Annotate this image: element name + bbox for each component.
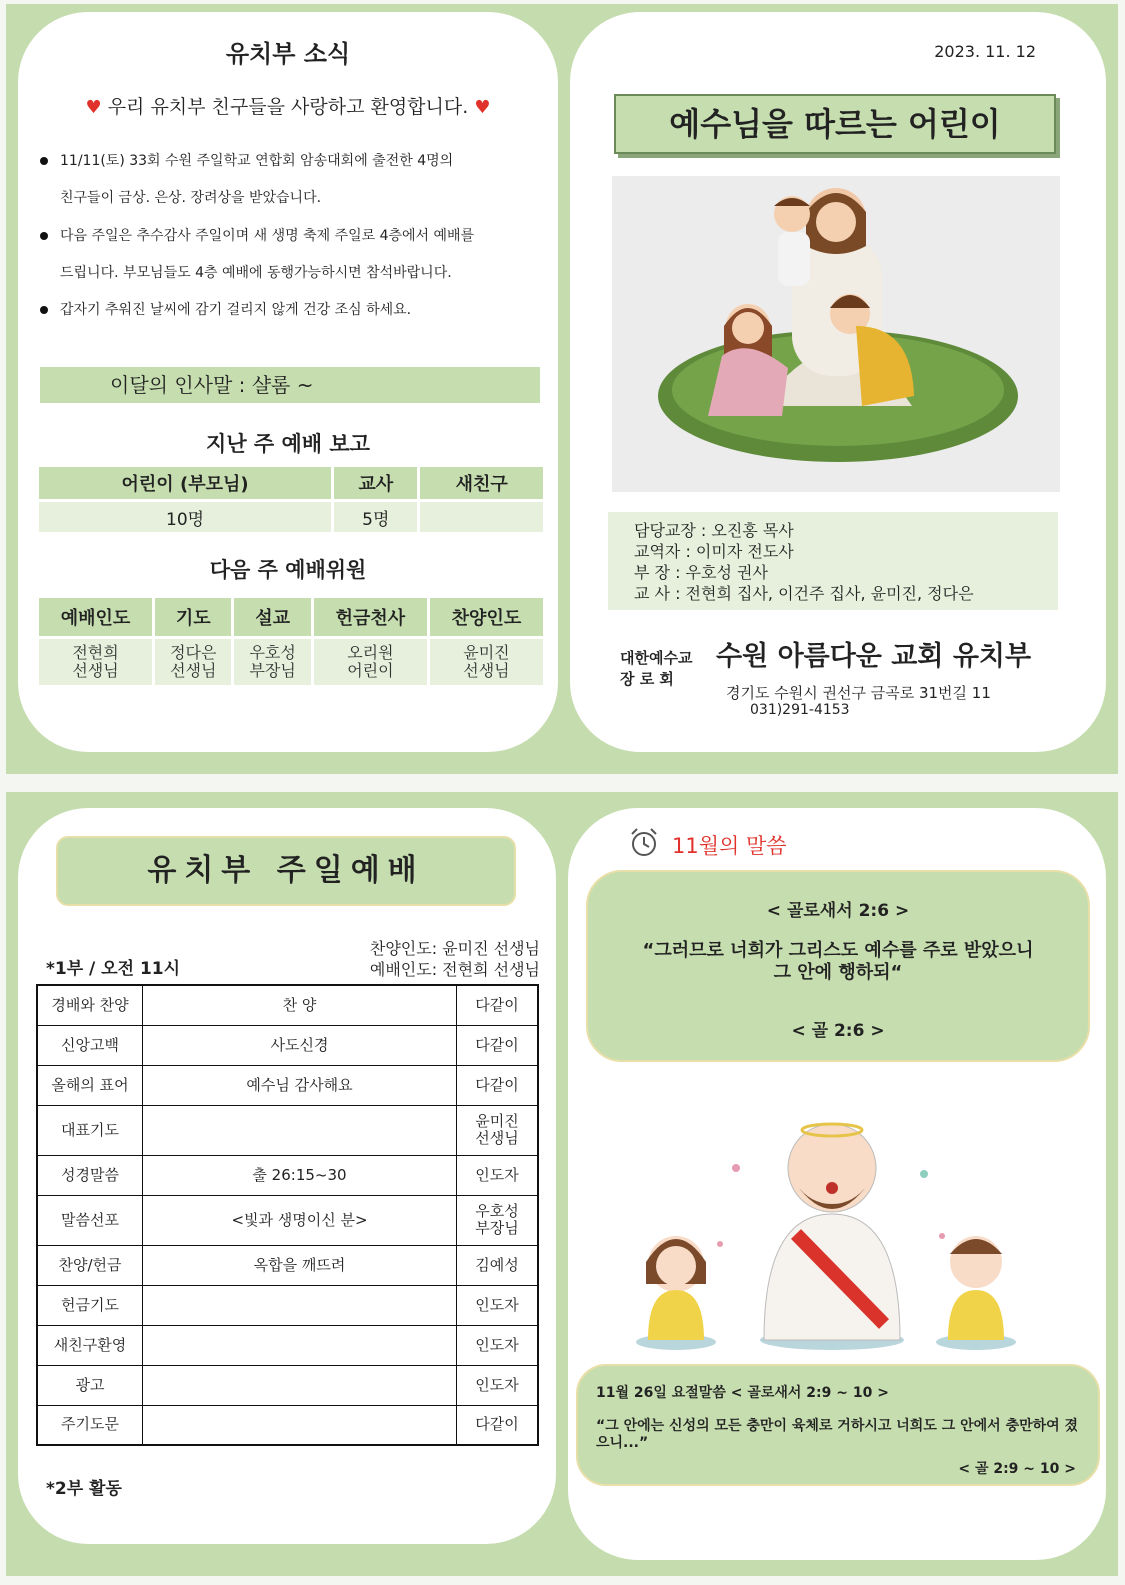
news-item-line: 드립니다. 부모님들도 4층 예배에 동행가능하시면 참석바랍니다. — [60, 265, 452, 281]
greeting-bar — [40, 367, 540, 403]
news-item-line: 다음 주일은 추수감사 주일이며 새 생명 축제 주일로 4층에서 예배를 — [60, 228, 475, 244]
order-by: 김예성 — [457, 1245, 539, 1285]
table-header: 찬양인도 — [430, 598, 543, 636]
order-by: 인도자 — [457, 1285, 539, 1325]
order-content: 출 26:15~30 — [143, 1155, 457, 1195]
table-row — [37, 1285, 538, 1325]
table-row — [37, 1325, 538, 1365]
order-item: 대표기도 — [37, 1105, 143, 1155]
table-cell — [155, 639, 231, 685]
cover-banner: 예수님을 따르는 어린이 — [614, 94, 1056, 154]
cell-name: 전현희 — [72, 643, 119, 662]
table-row — [37, 985, 538, 1025]
church-address: 경기도 수원시 권선구 금곡로 31번길 11 — [726, 684, 991, 702]
order-item: 올해의 표어 — [37, 1065, 143, 1105]
news-item — [40, 218, 530, 292]
table-header-row — [39, 467, 543, 499]
table-cell: 10명 — [39, 502, 331, 532]
order-by: 다같이 — [457, 985, 539, 1025]
memory-verse-ref: < 골 2:9 ~ 10 > — [958, 1461, 1076, 1477]
praying-jesus-children-illustration — [624, 1104, 1044, 1352]
church-name: 수원 아름다운 교회 유치부 — [716, 641, 1032, 672]
table-cell — [39, 639, 152, 685]
illustration-svg — [624, 1104, 1044, 1352]
greeting-text: 이달의 인사말 : 샬롬 ~ — [110, 373, 314, 397]
order-item: 광고 — [37, 1365, 143, 1405]
news-item-line: 11/11(토) 33회 수원 주일학교 연합회 암송대회에 출전한 4명의 — [60, 153, 454, 169]
part2-label: *2부 활동 — [46, 1479, 122, 1499]
news-item-line: 친구들이 금상. 은상. 장려상을 받았습니다. — [60, 190, 322, 206]
denomination-line: 대한예수교 — [620, 649, 693, 667]
table-header: 새친구 — [420, 467, 543, 499]
bulletin-bottom-sheet — [6, 792, 1118, 1576]
table-row — [37, 1105, 538, 1155]
order-content — [143, 1365, 457, 1405]
alarm-clock-icon — [628, 826, 660, 858]
church-phone: 031)291-4153 — [750, 702, 850, 718]
welcome-line — [18, 92, 558, 119]
bulletin-date: 2023. 11. 12 — [934, 42, 1036, 61]
order-content: 예수님 감사해요 — [143, 1065, 457, 1105]
table-header: 어린이 (부모님) — [39, 467, 331, 499]
bulletin-top-sheet — [6, 4, 1118, 774]
order-by: 인도자 — [457, 1365, 539, 1405]
denomination — [620, 648, 692, 690]
verse-line: 그 안에 행하되“ — [773, 962, 903, 983]
denomination-line: 장 로 회 — [620, 670, 674, 688]
cover-panel — [570, 12, 1106, 752]
table-header: 예배인도 — [39, 598, 152, 636]
memory-verse-box — [576, 1364, 1100, 1486]
table-cell — [234, 639, 310, 685]
verse-text — [588, 940, 1088, 984]
verse-box — [586, 870, 1090, 1062]
verse-line: “그러므로 너희가 그리스도 예수를 주로 받았으니 — [642, 940, 1034, 961]
news-panel — [18, 12, 558, 752]
staff-line: 담당교장 : 오진홍 목사 — [634, 521, 794, 540]
table-row — [37, 1065, 538, 1105]
worship-leaders — [370, 938, 540, 980]
news-item — [40, 143, 530, 217]
table-header: 기도 — [155, 598, 231, 636]
bullet-icon — [40, 306, 48, 314]
worship-leader: 예배인도: 전현희 선생님 — [369, 960, 540, 979]
table-header: 설교 — [234, 598, 310, 636]
order-by: 다같이 — [457, 1025, 539, 1065]
table-row — [39, 502, 543, 532]
order-item: 신앙고백 — [37, 1025, 143, 1065]
table-header: 헌금천사 — [314, 598, 427, 636]
cell-role: 선생님 — [72, 661, 119, 680]
heart-icon: ♥ — [85, 97, 102, 118]
staff-line: 교 사 : 전현희 집사, 이건주 집사, 윤미진, 정다은 — [634, 584, 974, 603]
table-row — [37, 1025, 538, 1065]
memory-verse-text: “그 안에는 신성의 모든 충만이 육체로 거하시고 너희도 그 안에서 충만하여 졌으니...” — [596, 1418, 1079, 1451]
news-title: 유치부 소식 — [225, 40, 351, 68]
last-week-table — [36, 464, 546, 535]
order-by: 우호성 부장님 — [457, 1195, 539, 1245]
news-item — [40, 292, 530, 329]
order-item: 말씀선포 — [37, 1195, 143, 1245]
order-by: 다같이 — [457, 1405, 539, 1445]
bullet-icon — [40, 232, 48, 240]
memory-verse-heading: 11월 26일 요절말씀 < 골로새서 2:9 ~ 10 > — [596, 1385, 889, 1401]
staff-line: 교역자 : 이미자 전도사 — [634, 542, 794, 561]
order-of-worship-table — [36, 984, 539, 1446]
last-week-title: 지난 주 예배 보고 — [206, 432, 370, 456]
cell-name: 윤미진 — [463, 643, 510, 662]
part1-label: *1부 / 오전 11시 — [46, 959, 181, 979]
word-panel — [568, 808, 1106, 1560]
table-row — [37, 1405, 538, 1445]
illustration-svg — [612, 176, 1060, 492]
cell-name: 정다은 — [170, 643, 217, 662]
cell-name: 우호성 — [249, 643, 296, 662]
order-item: 성경말씀 — [37, 1155, 143, 1195]
staff-list — [608, 512, 1058, 610]
order-item: 경배와 찬양 — [37, 985, 143, 1025]
next-week-title: 다음 주 예배위원 — [209, 558, 367, 582]
news-item-line: 갑자기 추워진 날씨에 감기 걸리지 않게 건강 조심 하세요. — [60, 302, 412, 318]
table-header-row — [39, 598, 543, 636]
cell-role: 어린이 — [347, 661, 394, 680]
verse-ref: < 골로새서 2:6 > — [766, 901, 910, 921]
welcome-text: 우리 유치부 친구들을 사랑하고 환영합니다. — [107, 96, 469, 118]
order-by: 인도자 — [457, 1155, 539, 1195]
table-cell — [420, 502, 543, 532]
hymn-leader: 찬양인도: 윤미진 선생님 — [369, 939, 540, 958]
table-cell: 5명 — [334, 502, 417, 532]
word-heading: 11월의 말씀 — [672, 834, 787, 858]
worship-title: 유치부 주일예배 — [56, 836, 516, 906]
jesus-with-children-illustration — [612, 176, 1060, 492]
order-content: 사도신경 — [143, 1025, 457, 1065]
order-by: 인도자 — [457, 1325, 539, 1365]
table-header: 교사 — [334, 467, 417, 499]
order-content — [143, 1405, 457, 1445]
cell-name: 오리원 — [347, 643, 394, 662]
table-row — [39, 639, 543, 685]
order-item: 새친구환영 — [37, 1325, 143, 1365]
order-content: 찬 양 — [143, 985, 457, 1025]
cell-role: 선생님 — [170, 661, 217, 680]
order-content: <빛과 생명이신 분> — [143, 1195, 457, 1245]
order-by: 다같이 — [457, 1065, 539, 1105]
worship-panel — [18, 808, 556, 1544]
table-row — [37, 1195, 538, 1245]
cell-role: 부장님 — [249, 661, 296, 680]
table-cell — [314, 639, 427, 685]
table-cell — [430, 639, 543, 685]
order-content — [143, 1325, 457, 1365]
bullet-icon — [40, 157, 48, 165]
staff-line: 부 장 : 우호성 권사 — [634, 563, 768, 582]
table-row — [37, 1365, 538, 1405]
heart-icon: ♥ — [474, 97, 491, 118]
table-row — [37, 1155, 538, 1195]
cell-role: 선생님 — [463, 661, 510, 680]
order-content — [143, 1105, 457, 1155]
order-content — [143, 1285, 457, 1325]
verse-ref-short: < 골 2:6 > — [791, 1021, 885, 1041]
order-item: 찬양/헌금 — [37, 1245, 143, 1285]
table-row — [37, 1245, 538, 1285]
order-content: 옥합을 깨뜨려 — [143, 1245, 457, 1285]
order-item: 헌금기도 — [37, 1285, 143, 1325]
order-item: 주기도문 — [37, 1405, 143, 1445]
next-week-table — [36, 595, 546, 688]
order-by: 윤미진 선생님 — [457, 1105, 539, 1155]
